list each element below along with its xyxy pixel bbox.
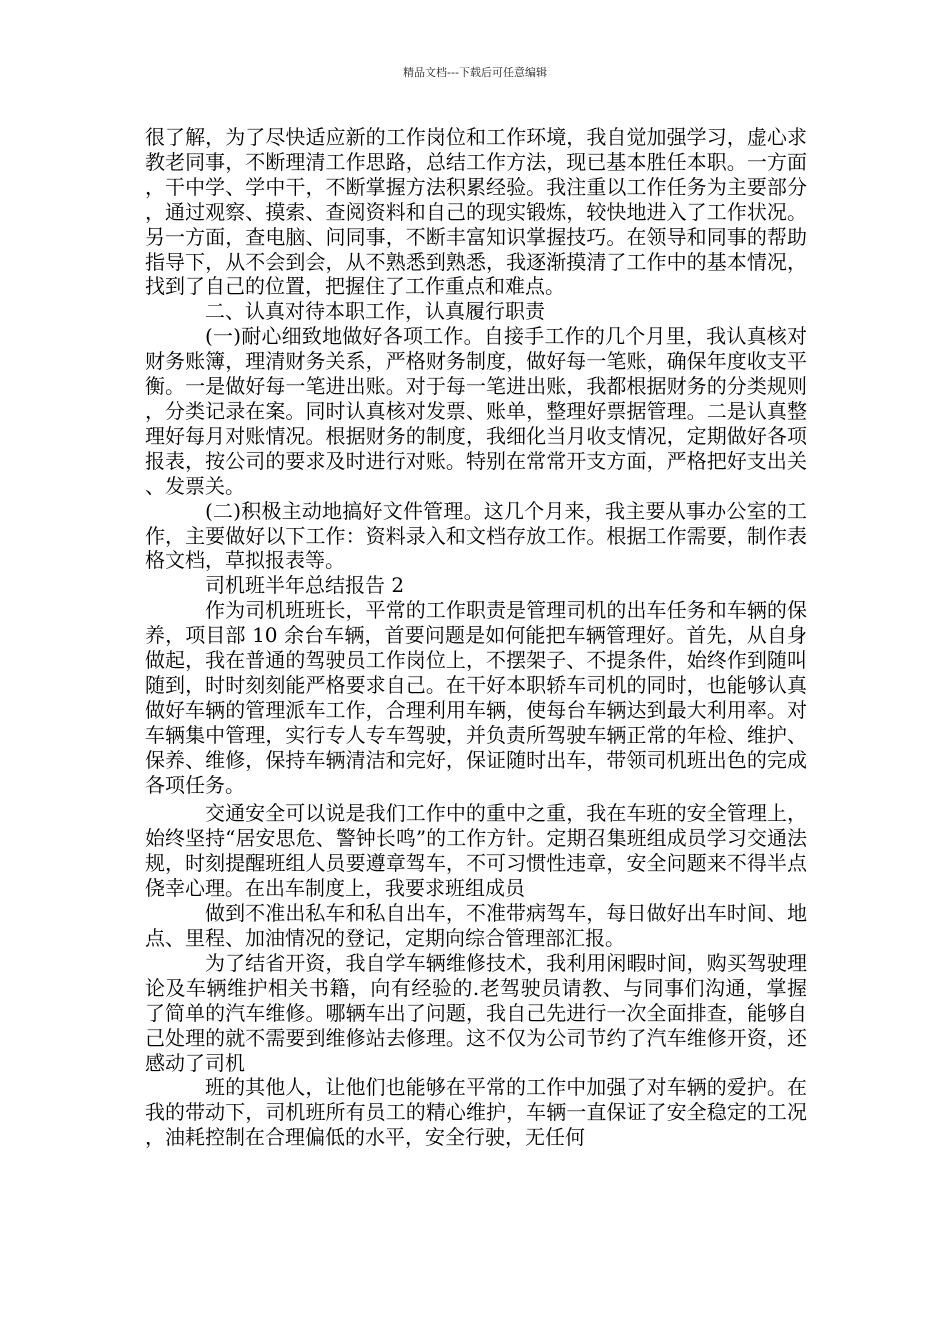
paragraph-team-leader: 作为司机班班长，平常的工作职责是管理司机的出车任务和车辆的保养，项目部 10 余台车辆，首要问题是如何能把车辆管理好。首先，从自身做起，我在普通的驾驶员工作岗位上，不摆架子、不提条件，始终作到随叫随到，时时刻刻能严格要求自己。在干好本职轿车司机的同时，也能够认真做好车辆的管理派车工作，合理利用车辆，使每台车辆达到最大利用率。对车辆集中管理，实行专人专车驾驶，并负责所驾驶车辆正常的年检、维护、保养、维修，保持车辆清洁和完好，保证随时出车，带领司机班出色的完成各项任务。: [145, 598, 807, 797]
paragraph-file-management: (二)积极主动地搞好文件管理。这几个月来，我主要从事办公室的工作，主要做好以下工作：资料录入和文档存放工作。根据工作需要，制作表格文档，草拟报表等。: [145, 498, 807, 573]
page-header: 精品文档---下载后可任意编辑: [403, 66, 547, 79]
paragraph-team-care: 班的其他人，让他们也能够在平常的工作中加强了对车辆的爱护。在我的带动下，司机班所有员工的精心维护，车辆一直保证了安全稳定的工况，油耗控制在合理偏低的水平，安全行驶，无任何: [145, 1075, 807, 1150]
paragraph-vehicle-rules: 做到不准出私车和私自出车，不准带病驾车，每日做好出车时间、地点、里程、加油情况的登记，定期向综合管理部汇报。: [145, 901, 807, 950]
report-title: 司机班半年总结报告 2: [205, 573, 405, 598]
section-heading-duties: 二、认真对待本职工作，认真履行职责: [205, 299, 545, 324]
paragraph-finance-work: (一)耐心细致地做好各项工作。自接手工作的几个月里，我认真核对财务账簿，理清财务关系，严格财务制度，做好每一笔账，确保年度收支平衡。一是做好每一笔进出账。对于每一笔进出账，我都根据财务的分类规则，分类记录在案。同时认真核对发票、账单，整理好票据管理。二是认真整理好每月对账情况。根据财务的制度，我细化当月收支情况，定期做好各项报表，按公司的要求及时进行对账。特别在常常开支方面，严格把好支出关、发票关。: [145, 324, 807, 498]
paragraph-traffic-safety: 交通安全可以说是我们工作中的重中之重，我在车班的安全管理上，始终坚持“居安思危、警钟长鸣”的工作方针。定期召集班组成员学习交通法规，时刻提醒班组人员要遵章驾车，不可习惯性违章，安全问题来不得半点侥幸心理。在出车制度上，我要求班组成员: [145, 801, 807, 901]
paragraph-repair-savings: 为了结省开资，我自学车辆维修技术，我利用闲暇时间，购买驾驶理论及车辆维护相关书籍，向有经验的.老驾驶员请教、与同事们沟通，掌握了简单的汽车维修。哪辆车出了问题，我自己先进行一次全面排查，能够自己处理的就不需要到维修站去修理。这不仅为公司节约了汽车维修开资，还感动了司机: [145, 950, 807, 1075]
document-body: [145, 125, 807, 1150]
paragraph-work-adaptation: 很了解，为了尽快适应新的工作岗位和工作环境，我自觉加强学习，虚心求教老同事，不断理清工作思路，总结工作方法，现已基本胜任本职。一方面，干中学、学中干，不断掌握方法积累经验。我注重以工作任务为主要部分，通过观察、摸索、查阅资料和自己的现实锻炼，较快地进入了工作状况。另一方面，查电脑、问同事，不断丰富知识掌握技巧。在领导和同事的帮助指导下，从不会到会，从不熟悉到熟悉，我逐渐摸清了工作中的基本情况，找到了自己的位置，把握住了工作重点和难点。: [145, 125, 807, 299]
